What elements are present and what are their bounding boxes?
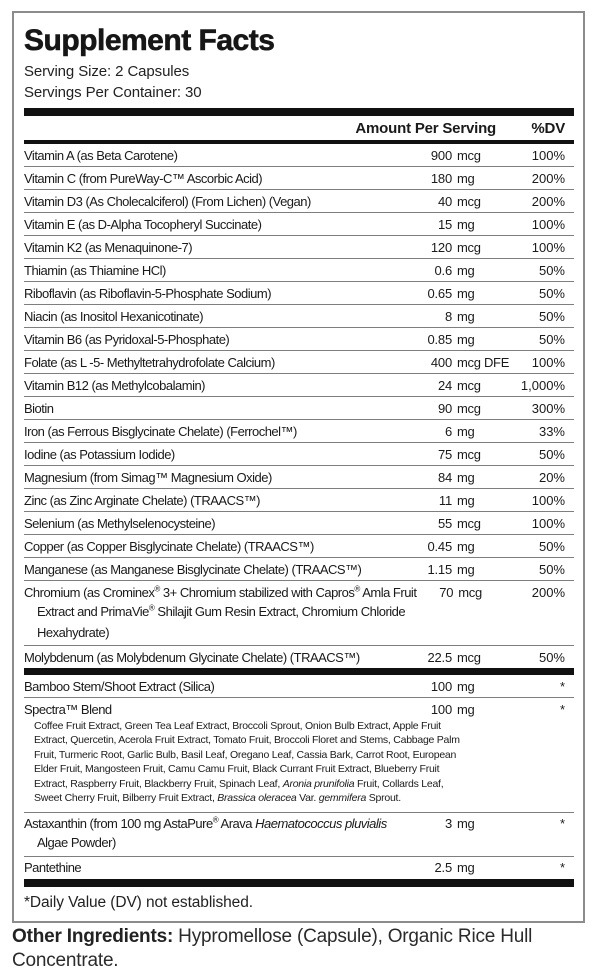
fact-row — [24, 489, 574, 512]
ingredient-name: Vitamin A (as Beta Carotene) — [24, 147, 178, 163]
amount-value: 24 — [437, 377, 452, 393]
fact-row-main — [24, 354, 574, 371]
amount-value: 120 — [430, 239, 452, 255]
fact-row-main — [24, 285, 574, 302]
ingredient-name-continued: Algae Powder) — [37, 835, 116, 851]
fact-row — [24, 236, 574, 259]
amount-unit: mcg — [457, 446, 481, 462]
ingredient-name: Iodine (as Potassium Iodide) — [24, 446, 175, 462]
daily-value: 50% — [538, 446, 565, 462]
fact-row-main — [24, 400, 574, 417]
fact-row-main — [24, 446, 574, 463]
amount-value: 1.15 — [427, 561, 452, 577]
amount-value: 70 — [439, 584, 454, 600]
amount-unit: mg — [457, 331, 475, 347]
daily-value: 50% — [538, 308, 565, 324]
amount-unit: mcg — [457, 377, 481, 393]
daily-value: 50% — [538, 285, 565, 301]
serving-size: Serving Size: 2 Capsules — [24, 63, 190, 80]
fact-row — [24, 167, 574, 190]
ingredient-name: Bamboo Stem/Shoot Extract (Silica) — [24, 678, 215, 694]
fact-row — [24, 144, 574, 167]
ingredient-name-continued: Extract and PrimaVie® Shilajit Gum Resin Extract, Chromium Chloride — [37, 603, 406, 619]
ingredient-name: Vitamin B6 (as Pyridoxal-5-Phosphate) — [24, 331, 230, 347]
amount-value: 22.5 — [427, 649, 452, 665]
column-headers — [24, 116, 574, 140]
amount-value: 15 — [437, 216, 452, 232]
amount-value: 100 — [430, 678, 452, 694]
fact-row-main — [24, 239, 574, 256]
daily-value: 33% — [538, 423, 565, 439]
ingredient-name: Riboflavin (as Riboflavin-5-Phosphate Sodium) — [24, 285, 272, 301]
amount-value: 6 — [444, 423, 452, 439]
daily-value: 1,000% — [520, 377, 565, 393]
fact-row — [24, 282, 574, 305]
ingredient-name: Vitamin E (as D-Alpha Tocopheryl Succinate) — [24, 216, 262, 232]
daily-value: * — [559, 860, 565, 876]
fact-row-main — [24, 515, 574, 532]
ingredient-name: Biotin — [24, 400, 54, 416]
daily-value: 50% — [538, 561, 565, 577]
daily-value: 100% — [531, 354, 565, 370]
fact-row — [24, 328, 574, 351]
fact-row-main — [24, 147, 574, 164]
fact-row-main — [24, 538, 574, 555]
fact-row-main — [24, 331, 574, 348]
ingredient-name: Folate (as L -5- Methyltetrahydrofolate Calcium) — [24, 354, 275, 370]
amount-unit: mg — [457, 492, 475, 508]
fact-row-main — [24, 492, 574, 509]
fact-row — [24, 213, 574, 236]
fact-row-main — [24, 262, 574, 279]
fact-row — [24, 675, 574, 698]
amount-unit: mg — [457, 678, 475, 694]
amount-unit: mg — [457, 860, 475, 876]
amount-unit: mg — [457, 561, 475, 577]
daily-value: 100% — [531, 239, 565, 255]
daily-value: * — [559, 816, 565, 832]
other-ingredients — [12, 925, 587, 973]
amount-unit: mg — [457, 816, 475, 832]
fact-row-main — [24, 701, 574, 718]
amount-value: 400 — [430, 354, 452, 370]
daily-value: 50% — [538, 649, 565, 665]
amount-value: 900 — [430, 147, 452, 163]
amount-unit: mg — [457, 423, 475, 439]
daily-value: 200% — [531, 584, 565, 600]
ingredient-name: Magnesium (from Simag™ Magnesium Oxide) — [24, 469, 272, 485]
fact-row-main — [24, 193, 574, 210]
fact-row-main — [24, 561, 574, 578]
bottom-thick-divider — [24, 879, 574, 887]
fact-row — [24, 535, 574, 558]
fact-row-main — [24, 377, 574, 394]
amount-unit: mg — [457, 262, 475, 278]
amount-unit: mg — [457, 308, 475, 324]
fact-row — [24, 646, 574, 668]
fact-row — [24, 857, 574, 879]
fact-row-main — [24, 859, 574, 876]
top-thick-divider — [24, 108, 574, 116]
fact-row-main — [24, 469, 574, 486]
blend-sub-ingredients: Coffee Fruit Extract, Green Tea Leaf Extract, Broccoli Sprout, Onion Bulb Extract, Apple Fruit Extract, Quercetin, Acerola Fruit Extract, Tomato Fruit, Broccoli Floret and Stems, Cabbage Palm Fruit, Turmeric Root, Garlic Bulb, Basil Leaf, Oregano Leaf, Cassia Bark, Carrot Root, European Elder Fruit, Mangosteen Fruit, Camu Camu Fruit, Black Currant Fruit Extract, Blueberry Fruit Extract, Raspberry Fruit, Blackberry Fruit, Spinach Leaf, Aronia prunifolia Fruit, Collards Leaf, Sweet Cherry Fruit, Bilberry Fruit Extract, Brassica oleracea Var. gemmifera Sprout. — [34, 719, 460, 805]
amount-unit: mg — [457, 701, 475, 717]
amount-unit: mcg — [457, 239, 481, 255]
ingredient-name: Pantethine — [24, 860, 82, 876]
daily-value: 200% — [531, 193, 565, 209]
fact-row-main — [24, 216, 574, 233]
ingredient-name: Zinc (as Zinc Arginate Chelate) (TRAACS™) — [24, 492, 260, 508]
facts-title: Supplement Facts — [24, 24, 275, 57]
fact-row — [24, 466, 574, 489]
daily-value: 50% — [538, 538, 565, 554]
daily-value: * — [559, 678, 565, 694]
daily-value: 100% — [531, 147, 565, 163]
fact-row — [24, 420, 574, 443]
amount-value: 55 — [437, 515, 452, 531]
fact-row — [24, 698, 574, 813]
fact-row — [24, 512, 574, 535]
amount-unit: mcg — [457, 193, 481, 209]
amount-unit: mcg — [457, 400, 481, 416]
amount-per-serving-header: Amount Per Serving — [355, 120, 496, 137]
section-thick-divider — [24, 668, 574, 675]
fact-row-main — [24, 584, 574, 601]
dv-footnote: *Daily Value (DV) not established. — [24, 893, 253, 911]
daily-value: 100% — [531, 515, 565, 531]
amount-value: 84 — [437, 469, 452, 485]
amount-value: 11 — [438, 492, 452, 508]
ingredient-name: Molybdenum (as Molybdenum Glycinate Chelate) (TRAACS™) — [24, 649, 360, 665]
amount-value: 100 — [430, 701, 452, 717]
amount-unit: mg — [457, 216, 475, 232]
fact-row-main — [24, 170, 574, 187]
servings-per-container: Servings Per Container: 30 — [24, 83, 202, 101]
amount-value: 180 — [430, 170, 452, 186]
ingredient-name: Vitamin B12 (as Methylcobalamin) — [24, 377, 206, 393]
ingredient-name-continued: Hexahydrate) — [37, 624, 110, 640]
daily-value: 20% — [538, 469, 565, 485]
amount-value: 40 — [437, 193, 452, 209]
daily-value: 200% — [531, 170, 565, 186]
ingredient-name: Thiamin (as Thiamine HCl) — [24, 262, 166, 278]
fact-row — [24, 397, 574, 420]
amount-unit: mg — [457, 538, 475, 554]
ingredient-name: Spectra™ Blend — [24, 701, 112, 717]
amount-unit: mg — [457, 285, 475, 301]
amount-value: 0.85 — [427, 331, 452, 347]
ingredient-name: Astaxanthin (from 100 mg AstaPure® Arava Haematococcus pluvialis — [24, 815, 387, 832]
ingredient-name: Iron (as Ferrous Bisglycinate Chelate) (Ferrochel™) — [24, 423, 297, 439]
ingredient-name: Copper (as Copper Bisglycinate Chelate) (TRAACS™) — [24, 538, 314, 554]
fact-row — [24, 443, 574, 466]
amount-unit: mcg — [457, 147, 481, 163]
fact-row — [24, 305, 574, 328]
fact-row — [24, 581, 574, 646]
amount-value: 75 — [437, 446, 452, 462]
fact-row-main — [24, 649, 574, 666]
amount-unit: mcg — [457, 649, 481, 665]
daily-value: 100% — [531, 216, 565, 232]
fact-row-main — [24, 423, 574, 440]
fact-row — [24, 259, 574, 282]
ingredient-name: Vitamin D3 (As Cholecalciferol) (From Lichen) (Vegan) — [24, 193, 311, 209]
amount-unit: mcg — [458, 584, 482, 600]
fact-row — [24, 374, 574, 397]
daily-value: 50% — [538, 331, 565, 347]
fact-row — [24, 558, 574, 581]
fact-row-main — [24, 815, 574, 832]
daily-value: 50% — [538, 262, 565, 278]
amount-value: 3 — [444, 816, 452, 832]
amount-unit: mg — [457, 170, 475, 186]
ingredient-name: Vitamin C (from PureWay-C™ Ascorbic Acid) — [24, 170, 263, 186]
other-ingredients-label: Other Ingredients: — [12, 926, 174, 947]
amount-value: 0.65 — [427, 285, 452, 301]
fact-row — [24, 190, 574, 213]
amount-value: 90 — [437, 400, 452, 416]
amount-unit: mcg DFE — [457, 354, 510, 370]
percent-dv-header: %DV — [531, 120, 565, 137]
fact-row — [24, 351, 574, 374]
daily-value: 300% — [531, 400, 565, 416]
ingredient-name: Selenium (as Methylselenocysteine) — [24, 515, 216, 531]
other-ingredients-text: Hypromellose (Capsule), Organic Rice Hull Concentrate. — [12, 926, 533, 971]
amount-value: 8 — [444, 308, 452, 324]
amount-value: 2.5 — [434, 860, 452, 876]
amount-unit: mcg — [457, 515, 481, 531]
fact-row — [24, 813, 574, 857]
supplement-facts-panel — [12, 11, 585, 923]
daily-value: 100% — [531, 492, 565, 508]
fact-rows — [24, 144, 574, 879]
fact-row-main — [24, 678, 574, 695]
amount-value: 0.6 — [434, 262, 452, 278]
daily-value: * — [559, 701, 565, 717]
ingredient-name: Niacin (as Inositol Hexanicotinate) — [24, 308, 204, 324]
ingredient-name: Chromium (as Crominex® 3+ Chromium stabilized with Capros® Amla Fruit — [24, 584, 417, 600]
ingredient-name: Manganese (as Manganese Bisglycinate Chelate) (TRAACS™) — [24, 561, 362, 577]
ingredient-name: Vitamin K2 (as Menaquinone-7) — [24, 239, 193, 255]
fact-row-main — [24, 308, 574, 325]
amount-unit: mg — [457, 469, 475, 485]
amount-value: 0.45 — [427, 538, 452, 554]
